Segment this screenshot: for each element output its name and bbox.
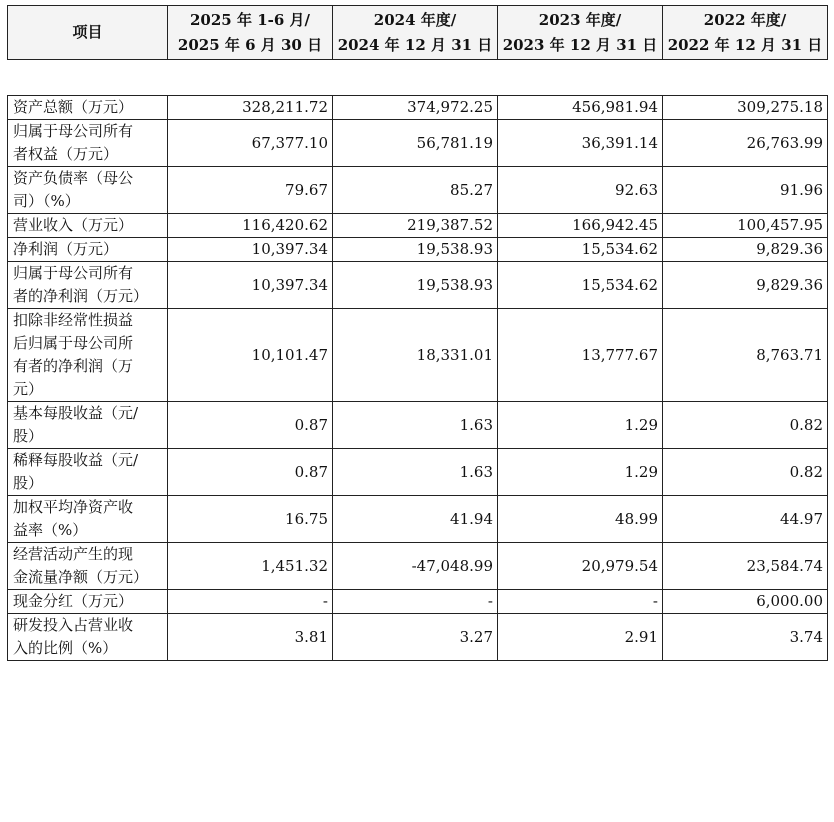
value-cell: - (168, 590, 333, 614)
period-header-2023 (498, 6, 663, 60)
row-label (8, 238, 168, 262)
row-label-line: 基本每股收益（元/ (13, 404, 139, 422)
row-label-line: 资产总额（万元） (13, 98, 134, 116)
row-label-line: 归属于母公司所有 (13, 264, 134, 282)
value-cell: 85.27 (333, 167, 498, 214)
value-cell: 41.94 (333, 496, 498, 543)
value-cell: 0.82 (663, 402, 828, 449)
row-label-line: 研发投入占营业收 (13, 616, 134, 634)
table-row (8, 262, 828, 309)
value-cell: 19,538.93 (333, 262, 498, 309)
value-cell: 2.91 (498, 614, 663, 661)
row-label-line: 经营活动产生的现 (13, 545, 134, 563)
value-cell: 67,377.10 (168, 120, 333, 167)
value-cell: 1.29 (498, 449, 663, 496)
period-header-line1: 2022 年度/ (703, 10, 787, 29)
value-cell: 56,781.19 (333, 120, 498, 167)
value-cell: 3.74 (663, 614, 828, 661)
row-label-line: 资产负债率（母公 (13, 169, 134, 187)
table-row (8, 402, 828, 449)
value-cell: 1.29 (498, 402, 663, 449)
row-label-line: 加权平均净资产收 (13, 498, 134, 516)
row-label-line: 后归属于母公司所 (13, 334, 134, 352)
period-header-line1: 2025 年 1-6 月/ (190, 10, 310, 29)
row-label (8, 590, 168, 614)
value-cell: 15,534.62 (498, 238, 663, 262)
value-cell: 9,829.36 (663, 262, 828, 309)
row-label-line: 扣除非经常性损益 (13, 311, 134, 329)
value-cell: 456,981.94 (498, 96, 663, 120)
row-label (8, 309, 168, 402)
value-cell: 0.87 (168, 402, 333, 449)
row-label-line: 金流量净额（万元） (13, 568, 149, 586)
value-cell: 91.96 (663, 167, 828, 214)
item-column-header: 项目 (8, 6, 168, 60)
table-row (8, 496, 828, 543)
table-row (8, 214, 828, 238)
row-label (8, 120, 168, 167)
value-cell: 10,101.47 (168, 309, 333, 402)
period-header-line2: 2023 年 12 月 31 日 (502, 35, 658, 54)
row-label (8, 262, 168, 309)
row-label (8, 402, 168, 449)
table-row (8, 96, 828, 120)
table-row (8, 614, 828, 661)
period-header-2025h1 (168, 6, 333, 60)
table-row (8, 120, 828, 167)
value-cell: 10,397.34 (168, 262, 333, 309)
value-cell: 3.81 (168, 614, 333, 661)
value-cell: 219,387.52 (333, 214, 498, 238)
value-cell: - (498, 590, 663, 614)
table-row (8, 167, 828, 214)
row-label-line: 股） (13, 474, 44, 492)
row-label-line: 营业收入（万元） (13, 216, 134, 234)
value-cell: 26,763.99 (663, 120, 828, 167)
row-label-line: 入的比例（%） (13, 639, 118, 657)
table-row (8, 449, 828, 496)
financial-data-table (7, 95, 828, 661)
value-cell: -47,048.99 (333, 543, 498, 590)
row-label-line: 者的净利润（万元） (13, 287, 149, 305)
row-label (8, 543, 168, 590)
row-label (8, 449, 168, 496)
period-header-2024 (333, 6, 498, 60)
value-cell: 166,942.45 (498, 214, 663, 238)
value-cell: 100,457.95 (663, 214, 828, 238)
value-cell: 48.99 (498, 496, 663, 543)
row-label-line: 净利润（万元） (13, 240, 119, 258)
table-row (8, 590, 828, 614)
row-label (8, 496, 168, 543)
table-row (8, 238, 828, 262)
row-label-line: 有者的净利润（万 (13, 357, 134, 375)
value-cell: 6,000.00 (663, 590, 828, 614)
row-label-line: 现金分红（万元） (13, 592, 134, 610)
value-cell: 18,331.01 (333, 309, 498, 402)
value-cell: 1.63 (333, 449, 498, 496)
period-header-line2: 2022 年 12 月 31 日 (667, 35, 823, 54)
row-label (8, 614, 168, 661)
value-cell: 23,584.74 (663, 543, 828, 590)
value-cell: 0.87 (168, 449, 333, 496)
value-cell: 374,972.25 (333, 96, 498, 120)
value-cell: - (333, 590, 498, 614)
row-label-line: 者权益（万元） (13, 145, 119, 163)
row-label-line: 归属于母公司所有 (13, 122, 134, 140)
row-label-line: 稀释每股收益（元/ (13, 451, 139, 469)
value-cell: 13,777.67 (498, 309, 663, 402)
row-label (8, 96, 168, 120)
value-cell: 10,397.34 (168, 238, 333, 262)
value-cell: 309,275.18 (663, 96, 828, 120)
value-cell: 0.82 (663, 449, 828, 496)
row-label (8, 167, 168, 214)
period-header-line2: 2025 年 6 月 30 日 (177, 35, 323, 54)
row-label-line: 司）（%） (13, 192, 80, 210)
value-cell: 328,211.72 (168, 96, 333, 120)
header-row (8, 6, 828, 60)
period-header-line2: 2024 年 12 月 31 日 (337, 35, 493, 54)
row-label-line: 元） (13, 380, 44, 398)
value-cell: 44.97 (663, 496, 828, 543)
value-cell: 92.63 (498, 167, 663, 214)
value-cell: 20,979.54 (498, 543, 663, 590)
period-header-line1: 2024 年度/ (373, 10, 457, 29)
period-header-2022 (663, 6, 828, 60)
value-cell: 1,451.32 (168, 543, 333, 590)
period-header-line1: 2023 年度/ (538, 10, 622, 29)
table-row (8, 543, 828, 590)
value-cell: 8,763.71 (663, 309, 828, 402)
row-label-line: 股） (13, 427, 44, 445)
row-label (8, 214, 168, 238)
value-cell: 36,391.14 (498, 120, 663, 167)
value-cell: 79.67 (168, 167, 333, 214)
table-row (8, 309, 828, 402)
value-cell: 9,829.36 (663, 238, 828, 262)
header-table (7, 5, 828, 60)
value-cell: 3.27 (333, 614, 498, 661)
value-cell: 15,534.62 (498, 262, 663, 309)
value-cell: 16.75 (168, 496, 333, 543)
value-cell: 1.63 (333, 402, 498, 449)
row-label-line: 益率（%） (13, 521, 88, 539)
value-cell: 19,538.93 (333, 238, 498, 262)
value-cell: 116,420.62 (168, 214, 333, 238)
